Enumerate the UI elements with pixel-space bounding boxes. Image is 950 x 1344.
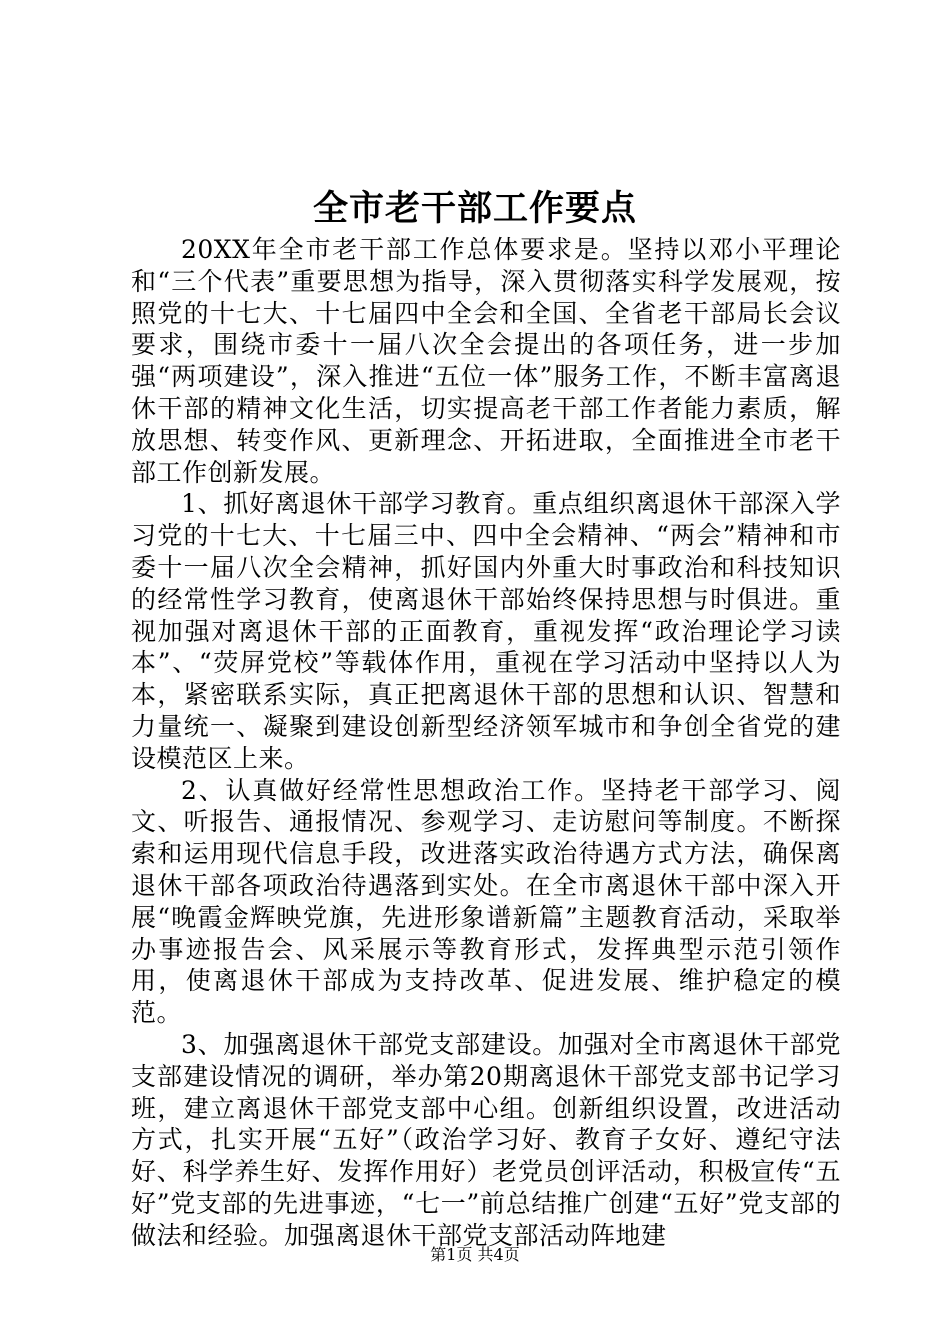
paragraph-item-2: 2、认真做好经常性思想政治工作。坚持老干部学习、阅文、听报告、通报情况、参观学习、走访慰问等制度。不断探索和运用现代信息手段，改进落实政治待遇方式方法，确保离退休干部各项政治待遇落到实处。在全市离退休干部中深入开展“晚霞金辉映党旗，先进形象谱新篇”主题教育活动，采取举办事迹报告会、风采展示等教育形式，发挥典型示范引领作用，使离退休干部成为支持改革、促进发展、维护稳定的模范。 xyxy=(131,775,841,1028)
paragraph-item-3: 3、加强离退休干部党支部建设。加强对全市离退休干部党支部建设情况的调研，举办第20期离退休干部党支部书记学习班，建立离退休干部党支部中心组。创新组织设置，改进活动方式，扎实开展“五好”（政治学习好、教育子女好、遵纪守法好、科学养生好、发挥作用好）老党员创评活动，积极宣传“五好”党支部的先进事迹，“七一”前总结推广创建“五好”党支部的做法和经验。加强离退休干部党支部活动阵地建 xyxy=(131,1029,841,1250)
paragraph-intro: 20XX年全市老干部工作总体要求是。坚持以邓小平理论和“三个代表”重要思想为指导，深入贯彻落实科学发展观，按照党的十七大、十七届四中全会和全国、全省老干部局长会议要求，围绕市委十一届八次全会提出的各项任务，进一步加强“两项建设”，深入推进“五位一体”服务工作，不断丰富离退休干部的精神文化生活，切实提高老干部工作者能力素质，解放思想、转变作风、更新理念、开拓进取，全面推进全市老干部工作创新发展。 xyxy=(131,235,841,487)
page-number-footer: 第1页 共4页 xyxy=(430,1245,520,1264)
document-title: 全市老干部工作要点 xyxy=(312,188,637,229)
paragraph-item-1: 1、抓好离退休干部学习教育。重点组织离退休干部深入学习党的十七大、十七届三中、四中全会精神、“两会”精神和市委十一届八次全会精神，抓好国内外重大时事政治和科技知识的经常性学习教育，使离退休干部始终保持思想与时俱进。重视加强对离退休干部的正面教育，重视发挥“政治理论学习读本”、“荧屏党校”等载体作用，重视在学习活动中坚持以人为本，紧密联系实际，真正把离退休干部的思想和认识、智慧和力量统一、凝聚到建设创新型经济领军城市和争创全省党的建设模范区上来。 xyxy=(131,489,841,773)
document-body xyxy=(131,234,841,1252)
